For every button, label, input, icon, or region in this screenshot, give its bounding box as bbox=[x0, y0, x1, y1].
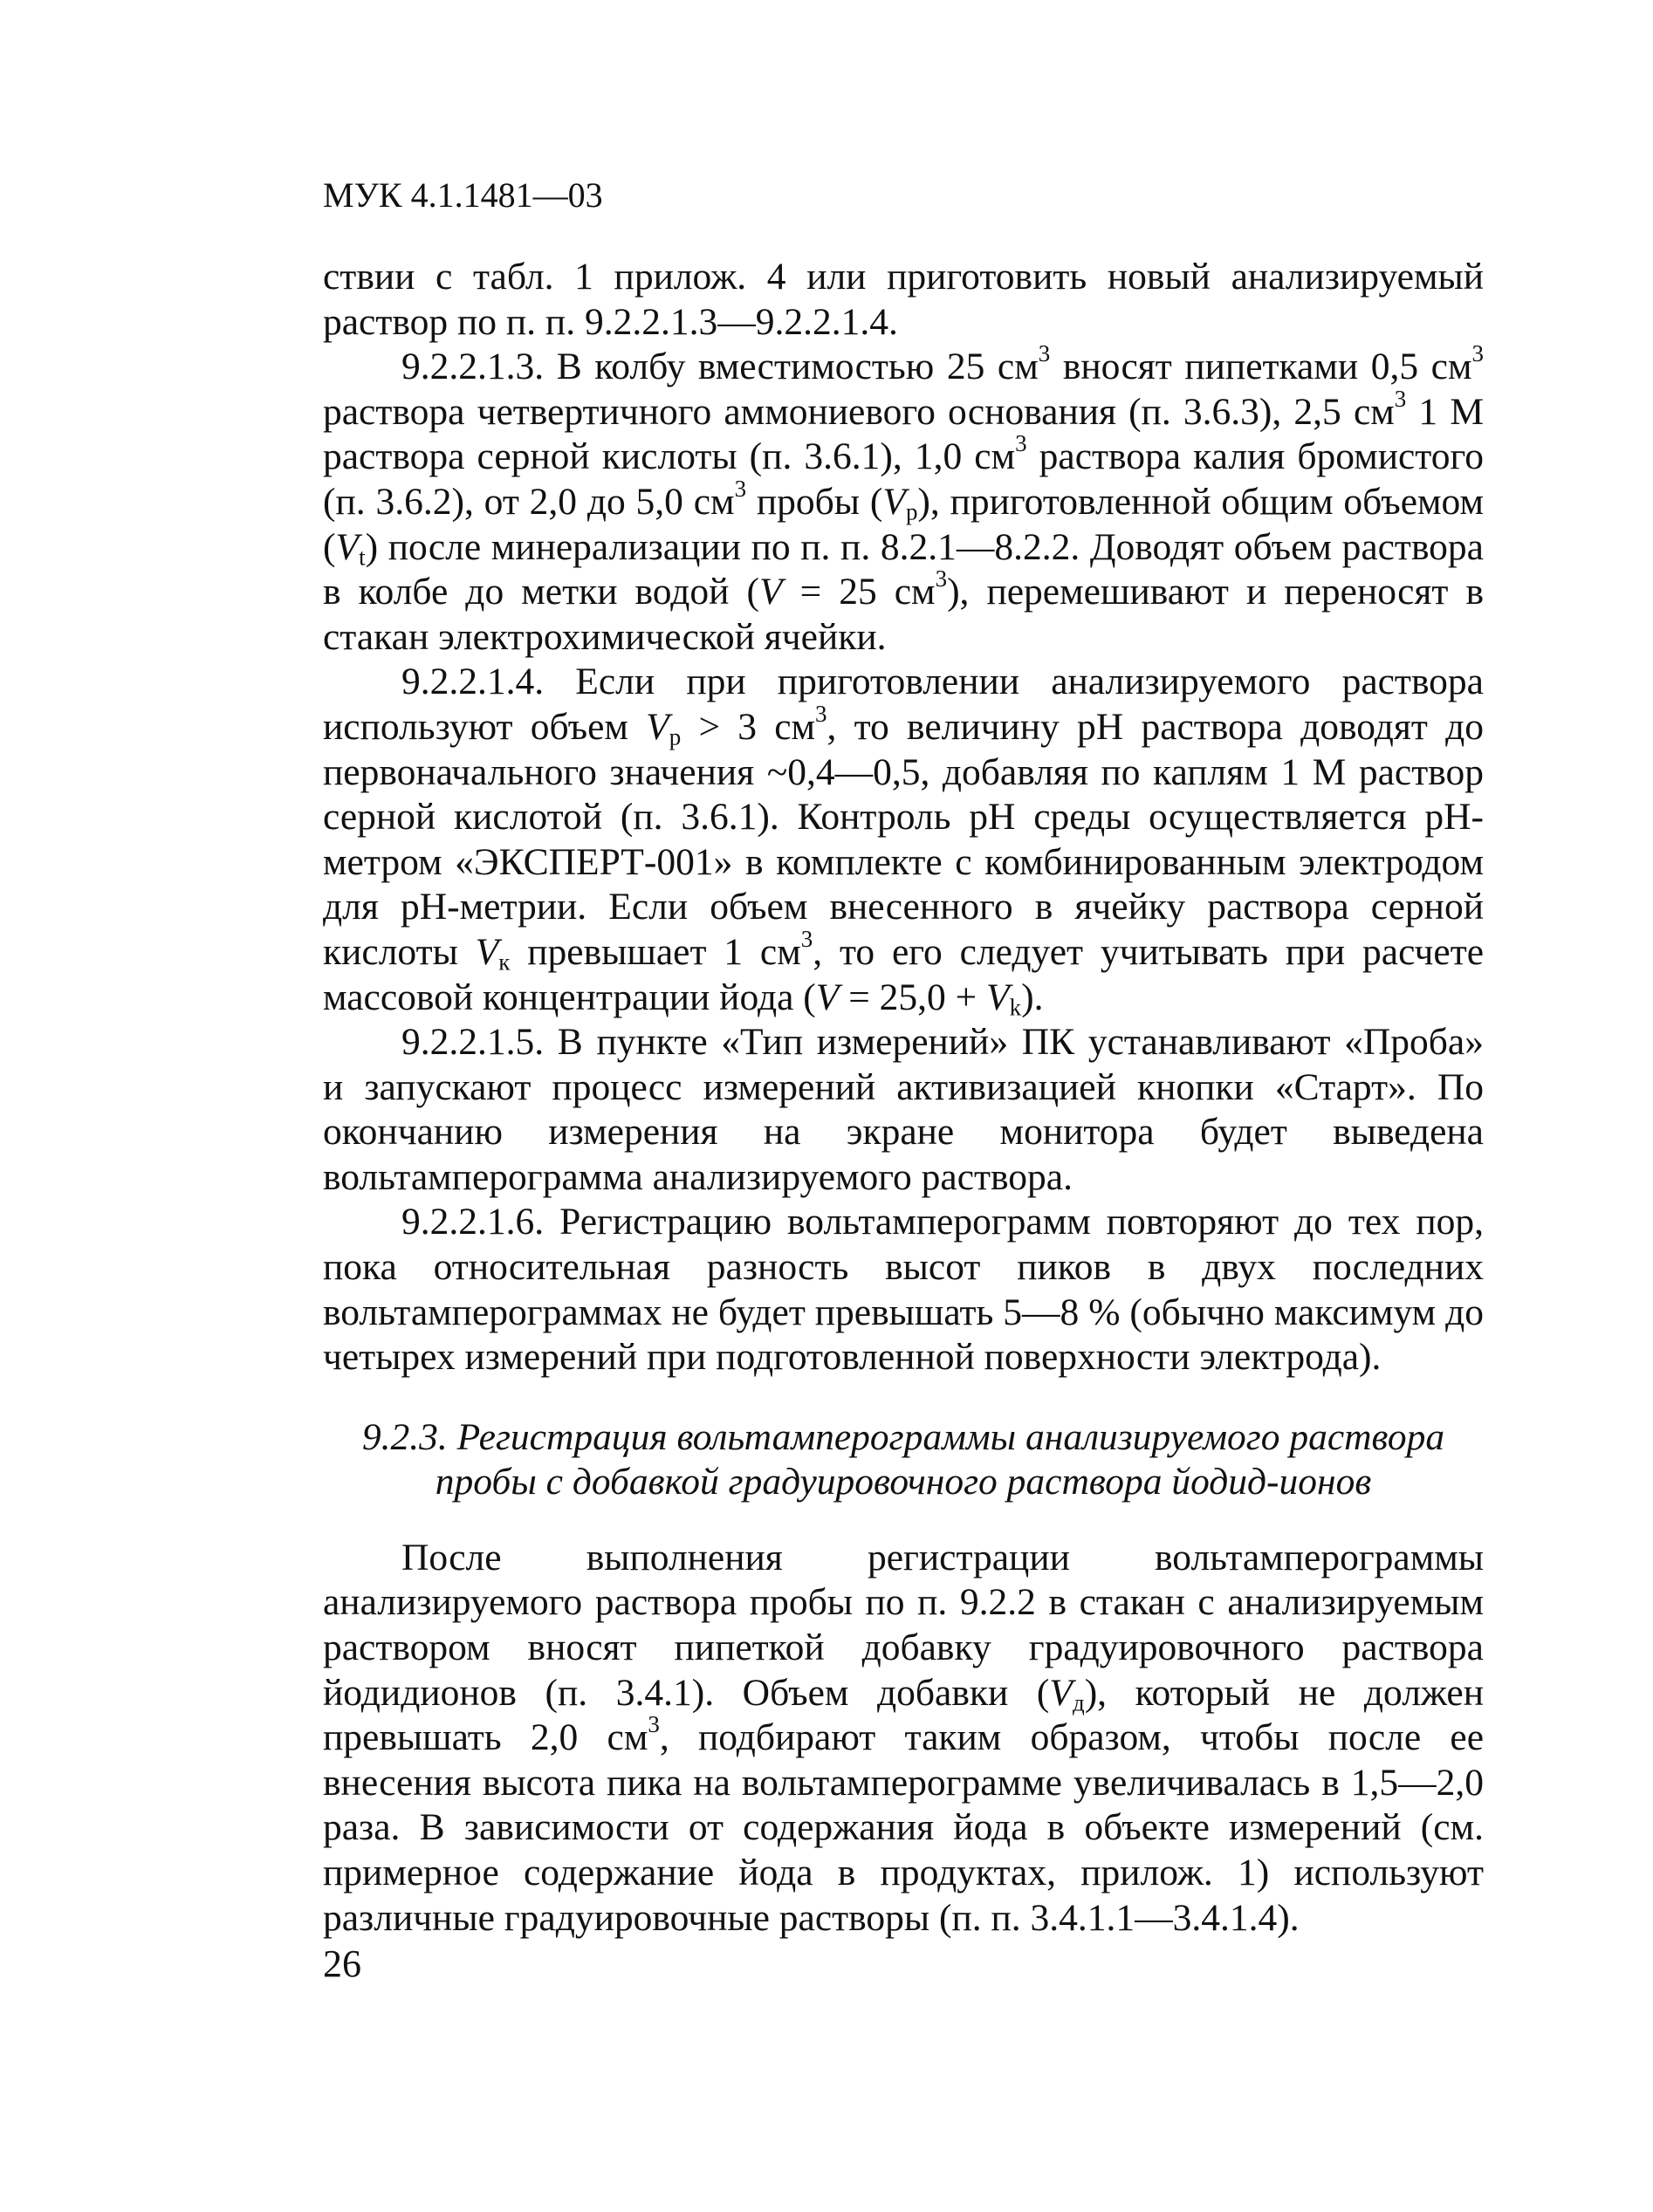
subscript: t bbox=[359, 544, 366, 571]
text-run: ), приготовленной общим объемом ( bbox=[323, 480, 1485, 568]
paragraph-9-2-2-1-4 bbox=[323, 660, 1484, 1020]
variable: V bbox=[475, 930, 499, 973]
text-run: раствора четвертичного аммониевого основания (п. 3.6.3), 2,5 см bbox=[323, 390, 1395, 433]
section-heading-9-2-3 bbox=[323, 1380, 1484, 1536]
text-run: = 25 см bbox=[782, 571, 936, 613]
subscript: p bbox=[669, 723, 682, 750]
superscript: 3 bbox=[1038, 339, 1051, 366]
variable: V bbox=[1049, 1671, 1073, 1714]
paragraph-9-2-2-1-5: 9.2.2.1.5. В пункте «Тип измерений» ПК устанавливают «Проба» и запускают процесс измерений активизацией кнопки «Старт». По окончанию измерения на экране монитора будет выведена вольтамперограмма анализируемого раствора. bbox=[323, 1021, 1484, 1198]
text-run: , то его следует учитывать при расчете массовой концентрации йода ( bbox=[323, 930, 1485, 1018]
superscript: 3 bbox=[734, 475, 747, 502]
text-run: = 25,0 + bbox=[839, 976, 987, 1018]
text-run: После выполнения регистрации вольтамперограммы анализируемого раствора пробы по п. 9.2.2 в стакан с анализируемым раствором вносят пипеткой добавку градуировочного раствора йодидионов (п. 3.4.1). Объем добавки ( bbox=[323, 1536, 1484, 1714]
variable: V bbox=[815, 976, 840, 1018]
paragraph-9-2-3-body bbox=[323, 1536, 1484, 1941]
text-run: , то величину pH раствора доводят до первоначального значения ~0,4—0,5, добавляя по каплям 1 М раствор серной кислотой (п. 3.6.1). Контроль pH среды осуществляется pH-метром «ЭКСПЕРТ-001» в комплекте с комбинированным электродом для pH-метрии. Если объем внесенного в ячейку раствора серной кислоты bbox=[323, 705, 1484, 973]
heading-line-1: 9.2.3. Регистрация вольтамперограммы анализируемого раствора bbox=[361, 1415, 1445, 1458]
document-code-header: МУК 4.1.1481—03 bbox=[323, 175, 603, 215]
text-run: 1 М раствора серной кислоты (п. 3.6.1), 1,0 см bbox=[323, 390, 1484, 478]
page-number: 26 bbox=[323, 1942, 361, 1985]
variable: V bbox=[882, 480, 906, 523]
text-run: > 3 см bbox=[681, 705, 816, 748]
subscript: д bbox=[1072, 1689, 1085, 1716]
variable: V bbox=[335, 525, 360, 568]
paragraph-9-2-2-1-6: 9.2.2.1.6. Регистрацию вольтамперограмм повторяют до тех пор, пока относительная разность высот пиков в двух последних вольтамперограммах не будет превышать 5—8 % (обычно максимум до четырех измерений при подготовленной поверхности электрода). bbox=[323, 1201, 1484, 1379]
text-run: ). bbox=[1021, 976, 1044, 1018]
subscript: к bbox=[498, 948, 511, 976]
paragraph-continuation: ствии с табл. 1 прилож. 4 или приготовить новый анализируемый раствор по п. п. 9.2.2.1.3—9.2.2.1.4. bbox=[323, 256, 1484, 343]
text-run: , подбирают таким образом, чтобы после ее внесения высота пика на вольтамперограмме увеличивалась в 1,5—2,0 раза. В зависимости от содержания йода в объекте измерений (см. примерное содержание йода в продуктах, прилож. 1) используют различные градуировочные растворы (п. п. 3.4.1.1—3.4.1.4). bbox=[323, 1716, 1485, 1939]
subscript: p bbox=[905, 498, 918, 525]
text-run: превышает 1 см bbox=[510, 930, 801, 973]
page-body bbox=[323, 255, 1484, 1941]
superscript: 3 bbox=[815, 700, 827, 727]
heading-line-2: пробы с добавкой градуировочного раствора йодид-ионов bbox=[435, 1460, 1372, 1503]
text-run: раствора калия бромистого (п. 3.6.2), от 2,0 до 5,0 см bbox=[323, 435, 1484, 523]
text-run: 9.2.2.1.3. В колбу вместимостью 25 см bbox=[401, 346, 1039, 388]
text-run: 9.2.2.1.4. Если при приготовлении анализируемого раствора используют объем bbox=[323, 661, 1484, 748]
paragraph-9-2-2-1-3 bbox=[323, 339, 1485, 660]
text-run: ) после минерализации по п. п. 8.2.1—8.2.2. Доводят объем раствора в колбе до метки водой ( bbox=[323, 525, 1484, 613]
superscript: 3 bbox=[1394, 385, 1407, 412]
superscript: 3 bbox=[935, 565, 948, 592]
variable: V bbox=[646, 705, 669, 748]
text-run: пробы ( bbox=[746, 480, 883, 523]
variable: V bbox=[758, 571, 783, 613]
text-run: ), который не должен превышать 2,0 см bbox=[323, 1671, 1484, 1759]
text-run: вносят пипетками 0,5 см bbox=[1050, 346, 1472, 388]
superscript: 3 bbox=[800, 925, 813, 952]
superscript: 3 bbox=[1015, 430, 1027, 457]
text-run: ), перемешивают и переносят в стакан электрохимической ячейки. bbox=[323, 571, 1484, 658]
subscript: k bbox=[1009, 994, 1022, 1021]
superscript: 3 bbox=[1471, 339, 1484, 366]
superscript: 3 bbox=[648, 1711, 660, 1737]
variable: V bbox=[986, 976, 1010, 1018]
